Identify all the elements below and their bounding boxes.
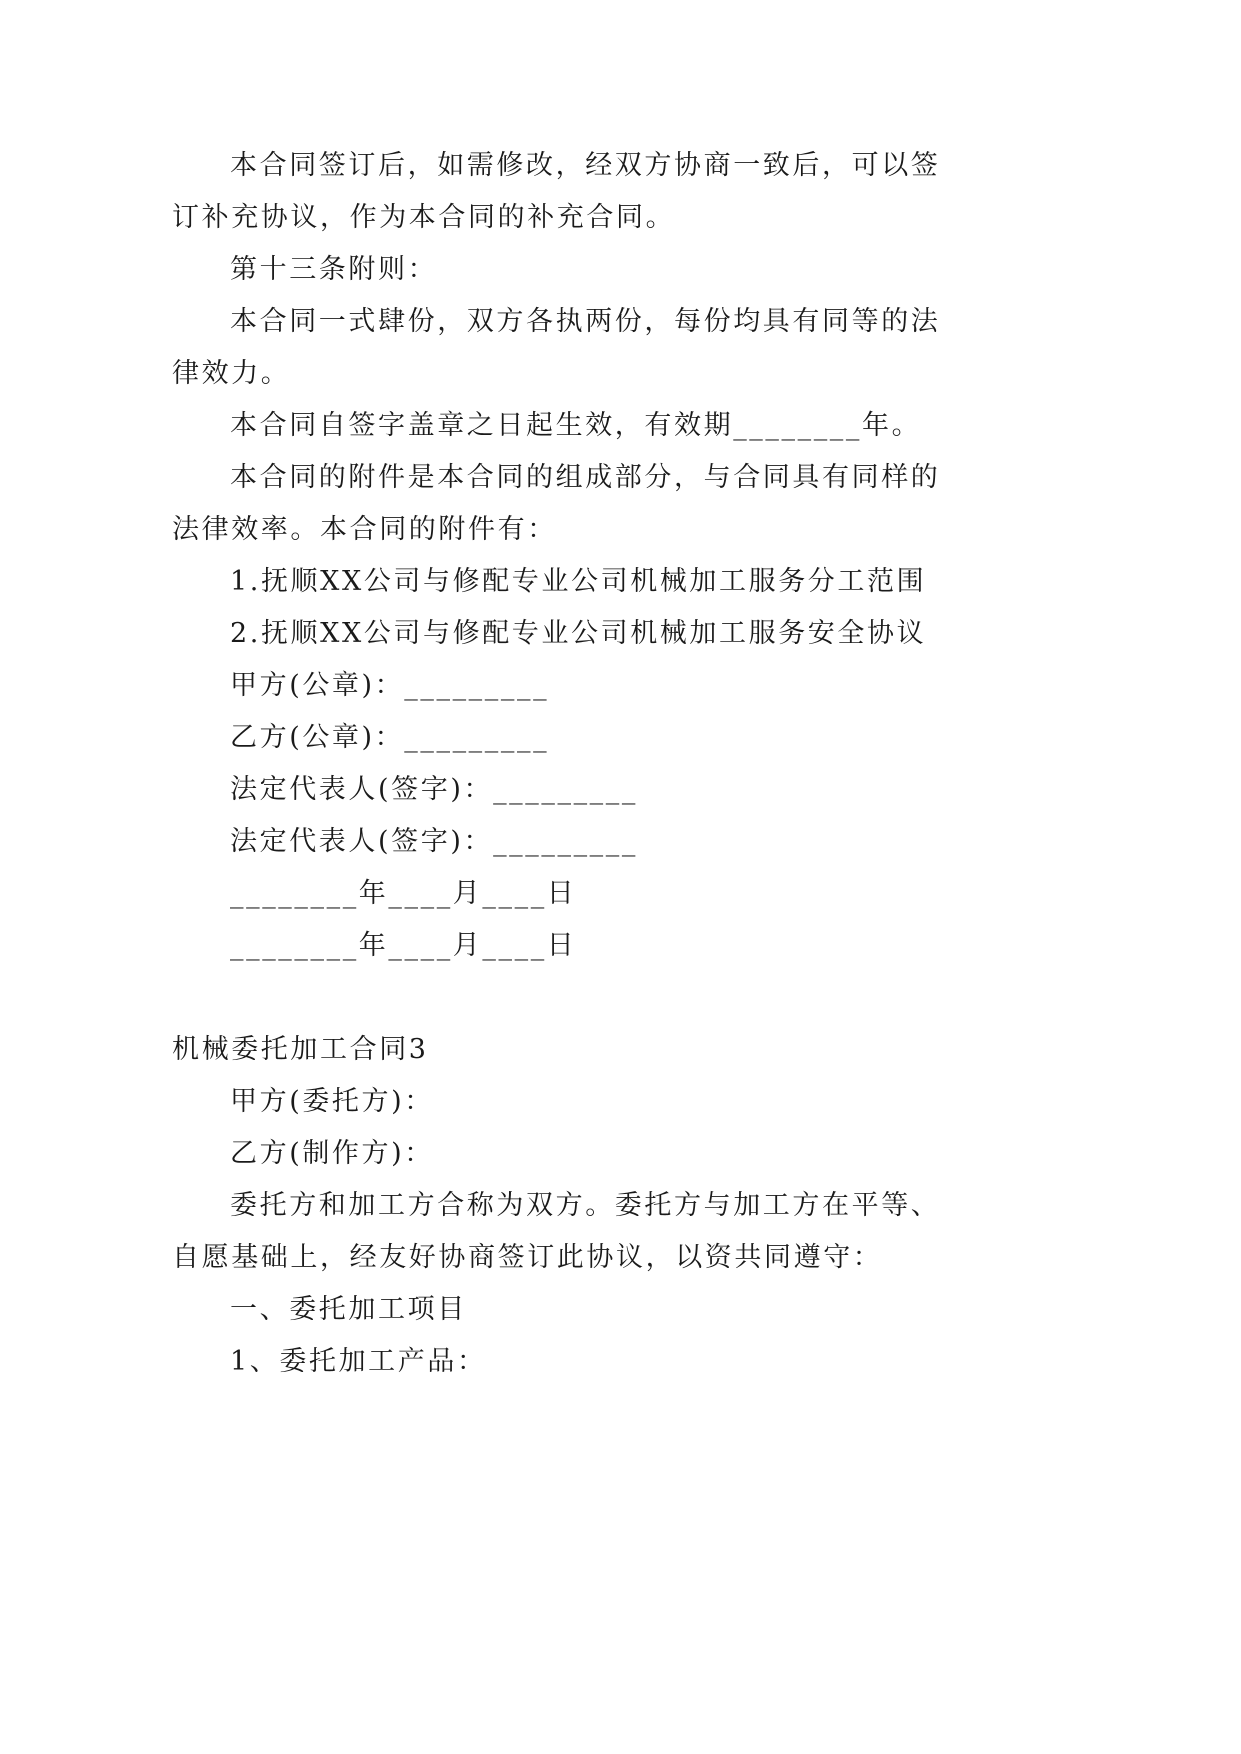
- paragraph-line: ________年____月____日: [230, 878, 577, 909]
- paragraph-line: 1、委托加工产品：: [230, 1346, 487, 1377]
- paragraph-line: 本合同自签字盖章之日起生效，有效期________年。: [230, 410, 922, 441]
- paragraph-line: 本合同一式肆份，双方各执两份，每份均具有同等的法: [230, 306, 941, 337]
- paragraph-line: 本合同签订后，如需修改，经双方协商一致后，可以签: [230, 150, 941, 181]
- contract-title: 机械委托加工合同3: [172, 1034, 429, 1065]
- paragraph-line: 订补充协议，作为本合同的补充合同。: [172, 202, 676, 233]
- paragraph-line: 本合同的附件是本合同的组成部分，与合同具有同样的: [230, 462, 941, 493]
- paragraph-line: 一、委托加工项目: [230, 1294, 467, 1325]
- paragraph-line: 法定代表人(签字)：_________: [230, 826, 638, 857]
- section-gap: [172, 972, 1072, 1024]
- paragraph-line: 乙方(制作方)：: [230, 1138, 434, 1169]
- paragraph-line: 甲方(委托方)：: [230, 1086, 434, 1117]
- paragraph-line: 第十三条附则：: [230, 254, 438, 285]
- paragraph-line: 委托方和加工方合称为双方。委托方与加工方在平等、: [230, 1190, 941, 1221]
- paragraph-line: 乙方(公章)：_________: [230, 722, 550, 753]
- paragraph-line: 自愿基础上，经友好协商签订此协议，以资共同遵守：: [172, 1242, 883, 1273]
- contract3-body-section: [172, 1076, 1072, 1388]
- paragraph-line: ________年____月____日: [230, 930, 577, 961]
- paragraph-line: 法律效率。本合同的附件有：: [172, 514, 557, 545]
- paragraph-line: 2.抚顺XX公司与修配专业公司机械加工服务安全协议: [230, 618, 927, 649]
- paragraph-line: 甲方(公章)：_________: [230, 670, 550, 701]
- paragraph-line: 1.抚顺XX公司与修配专业公司机械加工服务分工范围: [230, 566, 927, 597]
- paragraph-line: 律效力。: [172, 358, 291, 389]
- document-page: [172, 140, 1072, 1388]
- paragraph-line: 法定代表人(签字)：_________: [230, 774, 638, 805]
- contract-clauses-section: [172, 140, 1072, 972]
